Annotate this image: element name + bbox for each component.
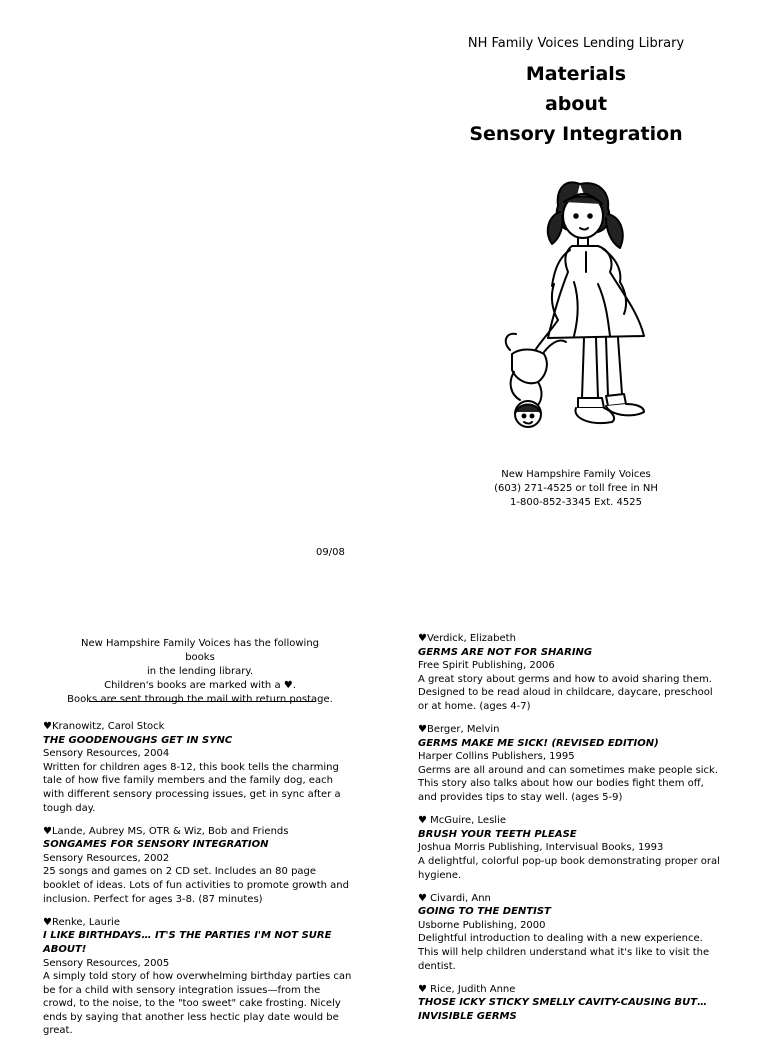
book-list-right [418, 632, 720, 1033]
book-publisher: Sensory Resources, 2004 [43, 748, 170, 760]
book-entry [43, 720, 355, 815]
book-author: Verdick, Elizabeth [426, 633, 516, 644]
book-title: THOSE ICKY STICKY SMELLY CAVITY-CAUSING BUT… INVISIBLE GERMS [418, 997, 708, 1022]
book-title: GERMS MAKE ME SICK! (REVISED EDITION) [418, 737, 659, 749]
book-publisher: Usborne Publishing, 2000 [418, 919, 546, 931]
divider [89, 701, 315, 702]
book-publisher: Sensory Resources, 2005 [43, 957, 170, 969]
book-author-line [43, 720, 355, 734]
intro-line-3: Children's books are marked with a ♥. [104, 680, 296, 691]
book-entry [43, 916, 355, 1038]
book-description: Delightful introduction to dealing with a new experience. This will help children understand what it's like to visit the dentist. [418, 933, 710, 972]
book-author-line [418, 723, 720, 737]
book-description: Germs are all around and can sometimes make people sick. This story also talks about how our bodies fight them off, and provides tips to stay well. (ages 5-9) [418, 764, 719, 804]
book-publisher: Sensory Resources, 2002 [43, 852, 170, 864]
book-author-line [418, 632, 720, 646]
book-author-line [418, 983, 720, 997]
intro-line-1: New Hampshire Family Voices has the following books [80, 638, 320, 663]
book-author: Rice, Judith Anne [426, 983, 516, 995]
book-entry [43, 825, 355, 907]
book-list-left [43, 720, 355, 1048]
contact-tollfree: 1-800-852-3345 Ext. 4525 [510, 497, 642, 508]
book-title: THE GOODENOUGHS GET IN SYNC [43, 734, 233, 746]
book-author: Kranowitz, Carol Stock [51, 721, 165, 732]
heart-icon: ♥ [43, 916, 52, 928]
book-author-line [418, 814, 720, 828]
book-author: Civardi, Ann [426, 892, 491, 904]
book-title: BRUSH YOUR TEETH PLEASE [418, 828, 577, 840]
intro-line-2: in the lending library. [146, 666, 254, 677]
intro-text [66, 637, 334, 707]
book-author: Berger, Melvin [426, 724, 500, 736]
book-description: A great story about germs and how to avoid sharing them. Designed to be read aloud in childcare, daycare, preschool or at home. (ages 4-7) [418, 673, 713, 712]
girl-holding-doll-drawing [494, 172, 666, 450]
book-entry [418, 632, 720, 714]
intro-line-4: Books are sent through the mail with return postage. [67, 694, 333, 705]
revision-date: 09/08 [316, 547, 345, 558]
book-author: Lande, Aubrey MS, OTR & Wiz, Bob and Friends [51, 825, 289, 837]
book-entry [418, 892, 720, 974]
book-author: McGuire, Leslie [426, 815, 507, 827]
heart-icon: ♥ [418, 633, 427, 644]
contact-org: New Hampshire Family Voices [501, 469, 651, 480]
heart-icon: ♥ [43, 825, 52, 837]
book-entry [418, 983, 720, 1024]
book-publisher: Joshua Morris Publishing, Intervisual Books, 1993 [418, 842, 664, 854]
contact-info [470, 468, 682, 510]
book-title: GOING TO THE DENTIST [418, 906, 551, 918]
book-author-line [418, 892, 720, 906]
book-author: Renke, Laurie [51, 916, 120, 928]
book-publisher: Free Spirit Publishing, 2006 [418, 660, 555, 672]
library-name: NH Family Voices Lending Library [467, 36, 685, 51]
cover-header [440, 36, 712, 149]
title-line-3: Sensory Integration [469, 123, 683, 145]
document-title [440, 59, 712, 149]
title-line-2: about [544, 93, 608, 115]
contact-phone: (603) 271-4525 or toll free in NH [494, 483, 658, 494]
book-description: A delightful, colorful pop-up book demonstrating proper oral hygiene. [418, 855, 720, 881]
book-description: Written for children ages 8-12, this book tells the charming tale of how five family members and the family dog, each with different sensory processing issues, get in sync after a tough day. [43, 761, 341, 814]
book-title: SONGAMES FOR SENSORY INTEGRATION [43, 839, 269, 851]
book-title: I LIKE BIRTHDAYS… IT'S THE PARTIES I'M NOT SURE ABOUT! [43, 930, 332, 955]
book-entry [418, 814, 720, 882]
book-description: A simply told story of how overwhelming birthday parties can be for a child with sensory integration issues—from the crowd, to the noise, to the "too sweet" cake frosting. Nicely ends by saying that another less hectic play date would be great. [43, 971, 352, 1037]
heart-icon: ♥ [418, 892, 427, 904]
book-publisher: Harper Collins Publishers, 1995 [418, 751, 575, 763]
title-line-1: Materials [525, 63, 627, 85]
book-entry [418, 723, 720, 805]
book-description: 25 songs and games on 2 CD set. Includes an 80 page booklet of ideas. Lots of fun activities to promote growth and inclusion. Perfect for ages 3-8. (87 minutes) [43, 866, 349, 905]
heart-icon: ♥ [418, 815, 427, 827]
heart-icon: ♥ [418, 983, 427, 995]
heart-icon: ♥ [43, 721, 52, 732]
book-author-line [43, 825, 355, 839]
heart-icon: ♥ [418, 724, 427, 736]
book-author-line [43, 916, 355, 930]
book-title: GERMS ARE NOT FOR SHARING [418, 646, 593, 658]
